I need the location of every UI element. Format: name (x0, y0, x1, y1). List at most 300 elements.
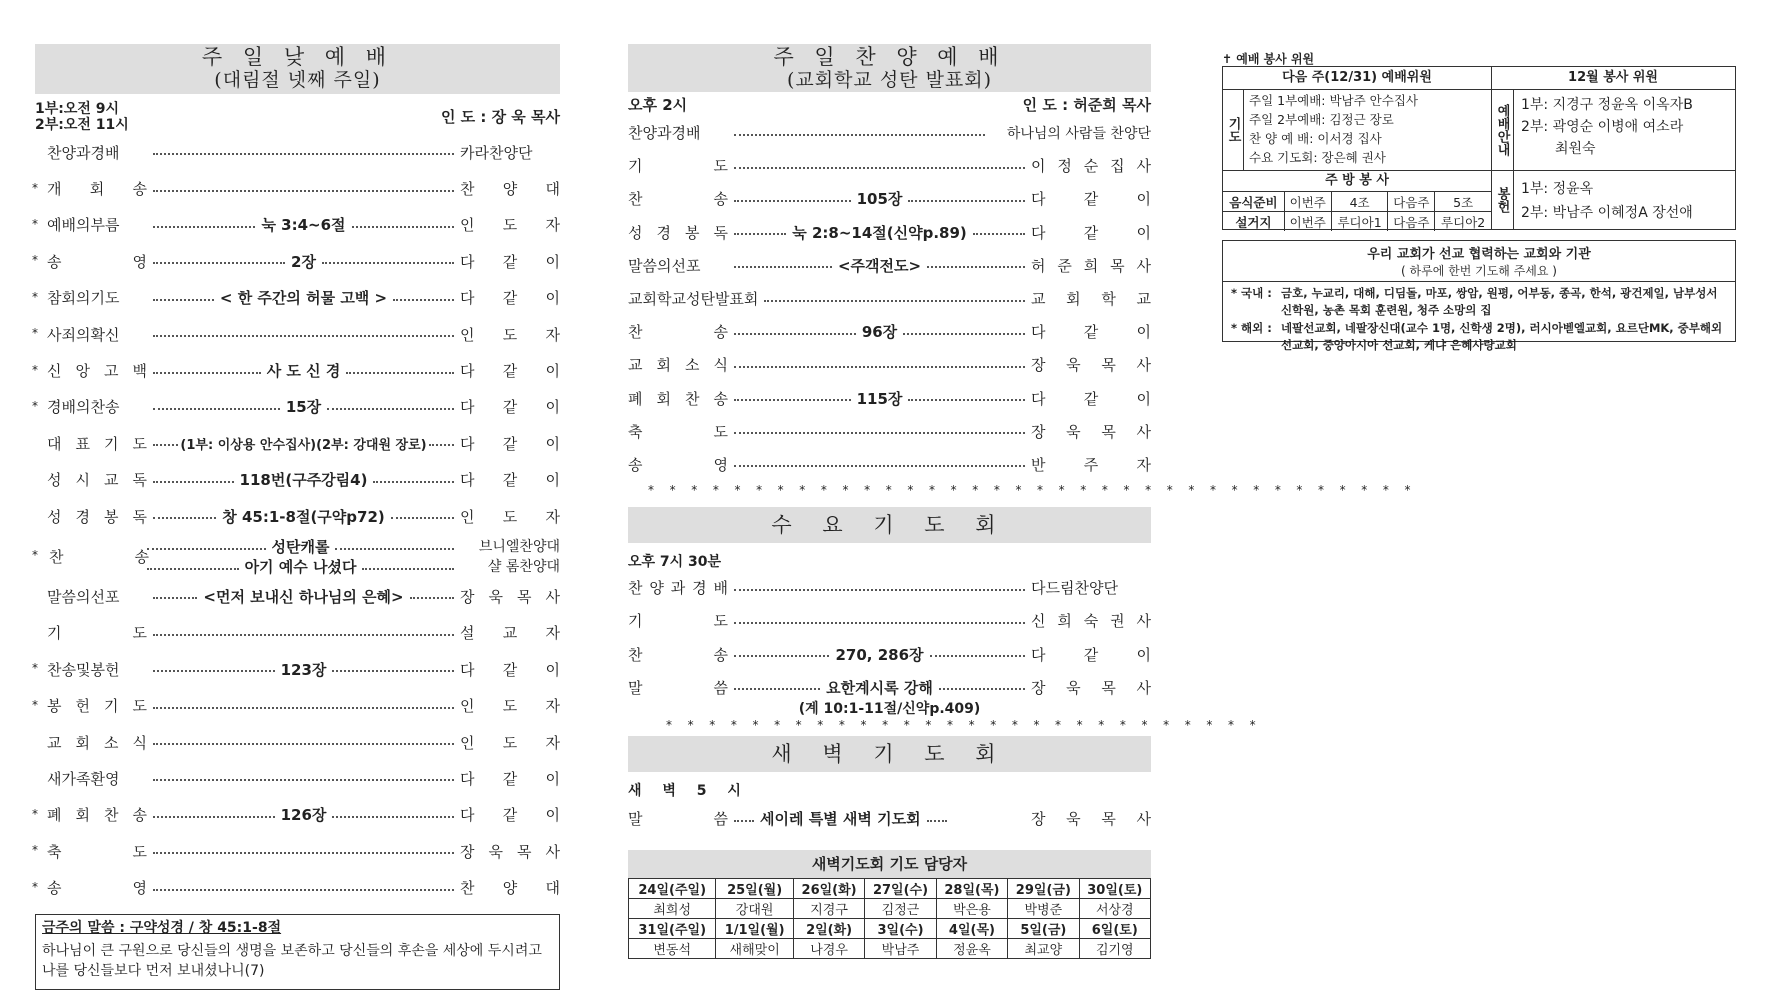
item-label: 찬 송 (628, 190, 728, 209)
leader-dots (903, 333, 1025, 335)
leader-dots (939, 688, 1025, 690)
service-item (628, 282, 1151, 315)
hymn-choir-1: 브니엘찬양대 (478, 539, 560, 556)
list-line: 주일 2부예배: 김정근 장로 (1249, 112, 1394, 127)
item-body (153, 659, 454, 680)
item-content: 눅 2:8~14절(신약p.89) (792, 223, 967, 242)
wednesday-title: 수 요 기 도 회 (628, 507, 1151, 543)
date-cell: 30일(토) (1079, 878, 1150, 898)
dawn-table-row (629, 938, 1151, 958)
star-mark: * (32, 843, 38, 858)
hymn-label: 찬 송 (49, 548, 149, 567)
item-responsible: 다 같 이 (1031, 190, 1151, 209)
service-item (628, 604, 1151, 637)
service-item (628, 315, 1151, 348)
star-mark: * (32, 879, 38, 894)
leader-dots (153, 408, 280, 410)
date-cell: 27일(수) (865, 878, 936, 898)
month-header: 12월 봉사 위원 (1491, 67, 1735, 90)
leader-dots (153, 517, 216, 519)
item-label: 성 시 교 독 (47, 471, 147, 490)
date-cell: 5일(금) (1008, 918, 1079, 938)
next-week-header: 다음 주(12/31) 예배위원 (1223, 67, 1491, 90)
leader-dots (410, 597, 454, 599)
item-body (153, 251, 454, 272)
leader-dots (153, 190, 454, 192)
service-committee-box (1222, 66, 1736, 230)
leader-dots (332, 816, 454, 818)
service-item (628, 671, 1151, 704)
name-cell: 최희성 (629, 898, 716, 918)
leader-dots (734, 366, 1025, 368)
name-cell: 최교양 (1008, 938, 1079, 958)
item-label: 경배의찬송 (47, 398, 120, 417)
leader-dots (153, 779, 454, 781)
item-responsible: 하나님의 사람들 찬양단 (1006, 125, 1151, 142)
leader-dots (153, 226, 255, 228)
time-first-service: 1부:오전 9시 (35, 101, 120, 117)
star-mark: * (32, 326, 38, 341)
service-item (32, 833, 560, 869)
missions-title: 우리 교회가 선교 협력하는 교회와 기관 (1367, 247, 1591, 262)
item-body (153, 469, 454, 490)
item-responsible: 인 도 자 (460, 507, 560, 526)
item-label: 교 회 소 식 (47, 733, 147, 752)
kitchen-cell: 4조 (1331, 192, 1388, 212)
date-cell: 1/1일(월) (716, 918, 793, 938)
kitchen-row (1223, 192, 1491, 212)
item-body (734, 255, 1025, 276)
hymn-line-2: 아기 예수 나셨다 (244, 558, 357, 577)
item-responsible: 다 같 이 (1031, 645, 1151, 664)
order-of-service-cont (32, 578, 560, 906)
leader-dots (734, 200, 851, 202)
kitchen-row (1223, 212, 1491, 232)
service-item (35, 462, 560, 498)
hymn-row (32, 534, 560, 578)
item-content: 118번(구주강림4) (239, 471, 368, 490)
service-item (32, 207, 560, 243)
kitchen-header: 주 방 봉 사 (1223, 171, 1491, 192)
item-label: 폐 회 찬 송 (47, 806, 147, 825)
leader-dots (764, 300, 1025, 302)
item-responsible: 다 같 이 (460, 434, 560, 453)
item-label: 참회의기도 (47, 289, 120, 308)
wednesday-time: 오후 7시 30분 (628, 554, 722, 571)
item-responsible: 설 교 자 (460, 624, 560, 643)
leader-dots (332, 670, 454, 672)
item-content: 2장 (291, 252, 316, 271)
sunday-leader: 인 도 : 장 욱 목사 (440, 108, 560, 126)
service-item (35, 578, 560, 614)
item-responsible: 장 욱 목 사 (1031, 678, 1151, 697)
leader-dots (153, 481, 234, 483)
item-responsible: 다 같 이 (460, 769, 560, 788)
kitchen-cell: 음식준비 (1223, 192, 1284, 212)
item-content: < 한 주간의 허물 고백 > (219, 289, 388, 308)
leader-dots (373, 481, 454, 483)
item-body (734, 163, 1025, 169)
item-responsible: 반 주 자 (1031, 455, 1151, 474)
dawn-sermon-preacher: 장 욱 목 사 (1031, 810, 1151, 829)
prayer-list (1249, 91, 1418, 167)
service-item (32, 352, 560, 388)
leader-dots (391, 517, 454, 519)
name-cell: 김정근 (865, 898, 936, 918)
leader-dots (908, 200, 1025, 202)
offering-list (1521, 177, 1693, 225)
item-body (153, 214, 454, 235)
item-label: 찬 송 (628, 645, 728, 664)
item-body (734, 388, 1025, 409)
item-body (734, 130, 985, 136)
service-item (628, 448, 1151, 481)
date-cell: 6일(토) (1079, 918, 1150, 938)
item-label: 기 도 (628, 157, 728, 176)
service-item (35, 425, 560, 461)
item-label: 예배의부름 (47, 216, 120, 235)
service-item (35, 134, 560, 170)
item-content: <먼저 보내신 하나님의 은혜> (203, 587, 404, 606)
leader-dots (734, 266, 832, 268)
service-item (32, 280, 560, 316)
list-line: 주일 1부예배: 박남주 안수집사 (1249, 93, 1418, 108)
service-item (628, 216, 1151, 249)
item-label: 찬송및봉헌 (47, 660, 120, 679)
list-line: 1부: 지경구 정윤옥 이옥자B (1521, 97, 1693, 113)
dawn-prayer-table (628, 878, 1151, 959)
service-heading: ✝ 예배 봉사 위원 (1222, 52, 1315, 66)
item-body (734, 618, 1025, 624)
item-label: 기 도 (47, 624, 147, 643)
leader-dots (734, 432, 1025, 434)
date-cell: 3일(수) (865, 918, 936, 938)
sunday-worship-title: 주 일 낮 예 배 (201, 45, 394, 69)
leader-dots (153, 444, 178, 446)
item-label: 기 도 (628, 612, 728, 631)
kitchen-cell: 루디아1 (1331, 212, 1388, 232)
item-responsible: 카라찬양단 (460, 143, 533, 162)
item-label: 교 회 소 식 (628, 356, 728, 375)
dawn-sermon-row (628, 800, 1151, 838)
item-label: 말씀의선포 (628, 256, 701, 275)
domestic-label: * 국내 : (1231, 286, 1272, 300)
item-body (734, 677, 1025, 698)
divider-stars: * * * * * * * * * * * * * * * * * * * * * * * * * * * * * * * * * * * * (648, 483, 1417, 498)
name-cell: 지경구 (793, 898, 864, 918)
leader-dots (734, 589, 1025, 591)
overseas-list: 네팔선교회, 네팔장신대(교수 1명, 신학생 2명), 러시아벧엘교회, 요르단MK, 중부해외선교회, 중앙아시아 선교회, 케냐 은혜사랑교회 (1281, 321, 1723, 352)
name-cell: 강대원 (716, 898, 793, 918)
item-responsible: 교 회 학 교 (1031, 290, 1151, 309)
service-item (628, 637, 1151, 670)
kitchen-cell: 이번주 (1284, 192, 1331, 212)
item-content: 사 도 신 경 (266, 362, 341, 381)
item-body (153, 287, 454, 308)
weekly-verse-text: 하나님이 큰 구원으로 당신들의 생명을 보존하고 당신들의 후손을 세상에 두시려고 나를 당신들보다 먼저 보내셨나니(7) (42, 942, 542, 979)
kitchen-cell: 5조 (1435, 192, 1491, 212)
dawn-time: 새 벽 5 시 (628, 782, 749, 799)
leader-dots (908, 399, 1025, 401)
weekly-verse-box (35, 914, 560, 990)
leader-dots (153, 889, 454, 891)
name-cell: 박은용 (936, 898, 1007, 918)
item-label: 교회학교성탄발표회 (628, 290, 759, 309)
item-label: 찬 양 과 경 배 (628, 579, 728, 598)
leader-dots (930, 655, 1025, 657)
item-label: 개 회 송 (47, 180, 147, 199)
leader-dots (322, 262, 454, 264)
item-content: 15장 (285, 398, 322, 417)
kitchen-table (1223, 192, 1491, 231)
item-content: 창 45:1-8절(구약p72) (222, 507, 385, 526)
item-responsible: 인 도 자 (460, 733, 560, 752)
item-body (153, 506, 454, 527)
item-responsible: 다 같 이 (460, 252, 560, 271)
date-cell: 25일(월) (716, 878, 793, 898)
time-second-service: 2부:오전 11시 (35, 117, 129, 133)
leader-dots (734, 167, 1025, 169)
item-label: 찬 송 (628, 323, 728, 342)
date-cell: 4일(목) (936, 918, 1007, 938)
name-cell: 정윤옥 (936, 938, 1007, 958)
item-label: 말 씀 (628, 678, 728, 697)
missions-domestic (1223, 282, 1735, 319)
item-body (153, 360, 454, 381)
item-content: 105장 (856, 190, 903, 209)
name-cell: 김기영 (1079, 938, 1150, 958)
item-body (153, 396, 454, 417)
item-responsible: 허 준 희 목 사 (1031, 256, 1151, 275)
service-item (32, 651, 560, 687)
leader-dots (153, 707, 454, 709)
item-content: <주객전도> (837, 256, 922, 275)
leader-dots (734, 333, 856, 335)
date-cell: 29일(금) (1008, 878, 1079, 898)
item-label: 송 영 (47, 879, 147, 898)
item-body (764, 296, 1025, 302)
item-body (734, 362, 1025, 368)
item-content: 270, 286장 (835, 645, 924, 664)
star-mark: * (32, 398, 38, 413)
date-cell: 31일(주일) (629, 918, 716, 938)
leader-dots (927, 266, 1025, 268)
wednesday-sermon-ref: (계 10:1-11절/신약p.409) (798, 700, 981, 717)
praise-worship-header (628, 44, 1151, 92)
item-responsible: 찬 양 대 (460, 180, 560, 199)
leader-dots (734, 622, 1025, 624)
leader-dots (429, 444, 454, 446)
service-item (32, 687, 560, 723)
order-of-service (32, 134, 560, 534)
domestic-list: 금호, 누교리, 대해, 디딤돌, 마포, 쌍암, 원평, 어부동, 종곡, 한석, 광건제일, 남부성서신학원, 농촌 목회 훈련원, 청주 소망의 집 (1281, 286, 1718, 317)
service-item (35, 615, 560, 651)
item-content: 115장 (856, 389, 903, 408)
item-responsible: 다 같 이 (1031, 223, 1151, 242)
item-body (734, 428, 1025, 434)
list-line: 2부: 박남주 이혜정A 장선애 (1521, 205, 1693, 221)
item-responsible: 다 같 이 (460, 289, 560, 308)
usher-list (1521, 94, 1693, 160)
item-responsible: 장 욱 목 사 (1031, 422, 1151, 441)
praise-time-info (628, 94, 1151, 116)
item-responsible: 이 정 순 집 사 (1031, 157, 1151, 176)
dawn-table-row (629, 898, 1151, 918)
leader-dots (153, 816, 275, 818)
service-column (1222, 44, 1736, 352)
leader-dots (393, 299, 454, 301)
item-label: 폐 회 찬 송 (628, 389, 728, 408)
service-item (628, 116, 1151, 149)
name-cell: 새해맞이 (716, 938, 793, 958)
item-label: 축 도 (628, 422, 728, 441)
item-responsible: 다 같 이 (1031, 389, 1151, 408)
leader-dots (153, 597, 197, 599)
leader-dots (153, 372, 261, 374)
missions-subtitle: ( 하루에 한번 기도해 주세요 ) (1223, 262, 1735, 282)
item-body (153, 885, 454, 891)
service-item (35, 760, 560, 796)
item-body (153, 434, 454, 453)
item-responsible: 다 같 이 (1031, 323, 1151, 342)
date-cell: 24일(주일) (629, 878, 716, 898)
overseas-label: * 해외 : (1231, 321, 1272, 335)
leader-dots (153, 153, 454, 155)
leader-dots (153, 852, 454, 854)
item-body (153, 804, 454, 825)
item-responsible: 다 같 이 (460, 806, 560, 825)
leader-dots (346, 372, 454, 374)
weekly-verse-title: 금주의 말씀 : 구약성경 / 창 45:1-8절 (42, 919, 282, 936)
item-body (153, 739, 454, 745)
service-item (628, 182, 1151, 215)
star-mark: * (32, 548, 38, 563)
sunday-time-info (35, 98, 560, 134)
item-body (734, 321, 1025, 342)
item-label: 송 영 (628, 455, 728, 474)
item-content: 눅 3:4~6절 (261, 216, 346, 235)
dawn-table-row (629, 878, 1151, 898)
star-mark: * (32, 253, 38, 268)
list-line: 최원숙 (1555, 141, 1596, 157)
star-mark: * (32, 661, 38, 676)
wednesday-order (628, 571, 1151, 704)
item-responsible: 인 도 자 (460, 697, 560, 716)
item-body (734, 585, 1025, 591)
item-body (153, 775, 454, 781)
praise-leader: 인 도 : 허준희 목사 (1022, 96, 1151, 114)
service-item (628, 149, 1151, 182)
sunday-worship-subtitle: (대림절 넷째 주일) (214, 69, 381, 91)
item-label: 성 경 봉 독 (47, 507, 147, 526)
item-responsible: 인 도 자 (460, 216, 560, 235)
offering-label: 봉헌 (1491, 171, 1514, 229)
date-cell: 26일(화) (793, 878, 864, 898)
leader-dots (153, 335, 454, 337)
item-label: 찬양과경배 (47, 143, 120, 162)
kitchen-cell: 설거지 (1223, 212, 1284, 232)
item-label: 새가족환영 (47, 769, 120, 788)
service-item (628, 382, 1151, 415)
list-line: 2부: 곽영순 이병애 여소라 (1521, 119, 1684, 135)
leader-dots (153, 262, 285, 264)
service-item (628, 249, 1151, 282)
item-label: 송 영 (47, 252, 147, 271)
service-item (32, 243, 560, 279)
star-mark: * (32, 289, 38, 304)
usher-label: 예배안내 (1491, 90, 1514, 170)
item-body (153, 586, 454, 607)
list-line: 찬 양 예 배: 이서경 집사 (1249, 131, 1382, 146)
item-responsible: 찬 양 대 (460, 879, 560, 898)
hymn-line-1: 성탄캐롤 (271, 538, 330, 557)
leader-dots (734, 399, 851, 401)
item-body (153, 848, 454, 854)
service-item (35, 498, 560, 534)
leader-dots (734, 134, 985, 136)
dawn-table-row (629, 918, 1151, 938)
item-body (734, 461, 1025, 467)
star-mark: * (32, 806, 38, 821)
leader-dots (153, 743, 454, 745)
missions-box (1222, 240, 1736, 352)
date-cell: 2일(화) (793, 918, 864, 938)
praise-order (628, 116, 1151, 481)
item-label: 신 앙 고 백 (47, 362, 147, 381)
name-cell: 나경우 (793, 938, 864, 958)
name-cell: 박남주 (865, 938, 936, 958)
leader-dots (734, 655, 829, 657)
kitchen-cell: 다음주 (1388, 212, 1435, 232)
star-mark: * (32, 180, 38, 195)
service-item (32, 170, 560, 206)
name-cell: 변동석 (629, 938, 716, 958)
item-content: 123장 (280, 660, 327, 679)
star-mark: * (32, 697, 38, 712)
item-body (153, 149, 454, 155)
leader-dots (973, 233, 1025, 235)
list-line: 1부: 정윤옥 (1521, 181, 1594, 197)
item-label: 말씀의선포 (47, 587, 120, 606)
item-responsible: 다 같 이 (460, 471, 560, 490)
item-responsible: 장 욱 목 사 (1031, 356, 1151, 375)
leader-dots (153, 634, 454, 636)
kitchen-cell: 이번주 (1284, 212, 1331, 232)
item-responsible: 다 같 이 (460, 398, 560, 417)
missions-overseas (1223, 319, 1735, 354)
name-cell: 서상경 (1079, 898, 1150, 918)
item-content: 요한계시록 강해 (826, 678, 933, 697)
service-item (628, 415, 1151, 448)
leader-dots (734, 233, 786, 235)
leader-dots (352, 226, 454, 228)
kitchen-cell: 루디아2 (1435, 212, 1491, 232)
star-mark: * (32, 216, 38, 231)
star-mark: * (32, 362, 38, 377)
hymn-choir-2: 샬 롬찬양대 (487, 559, 560, 576)
dawn-table-title: 새벽기도회 기도 담당자 (628, 850, 1151, 878)
kitchen-cell: 다음주 (1388, 192, 1435, 212)
name-cell: 박병준 (1008, 898, 1079, 918)
item-body (734, 644, 1025, 665)
leader-dots (153, 670, 275, 672)
item-responsible: 신 희 숙 권 사 (1031, 612, 1151, 631)
praise-worship-title: 주 일 찬 양 예 배 (773, 45, 1006, 69)
leader-dots (153, 299, 214, 301)
item-label: 찬양과경배 (628, 124, 701, 143)
item-responsible: 다 같 이 (460, 362, 560, 381)
leader-dots (734, 688, 820, 690)
